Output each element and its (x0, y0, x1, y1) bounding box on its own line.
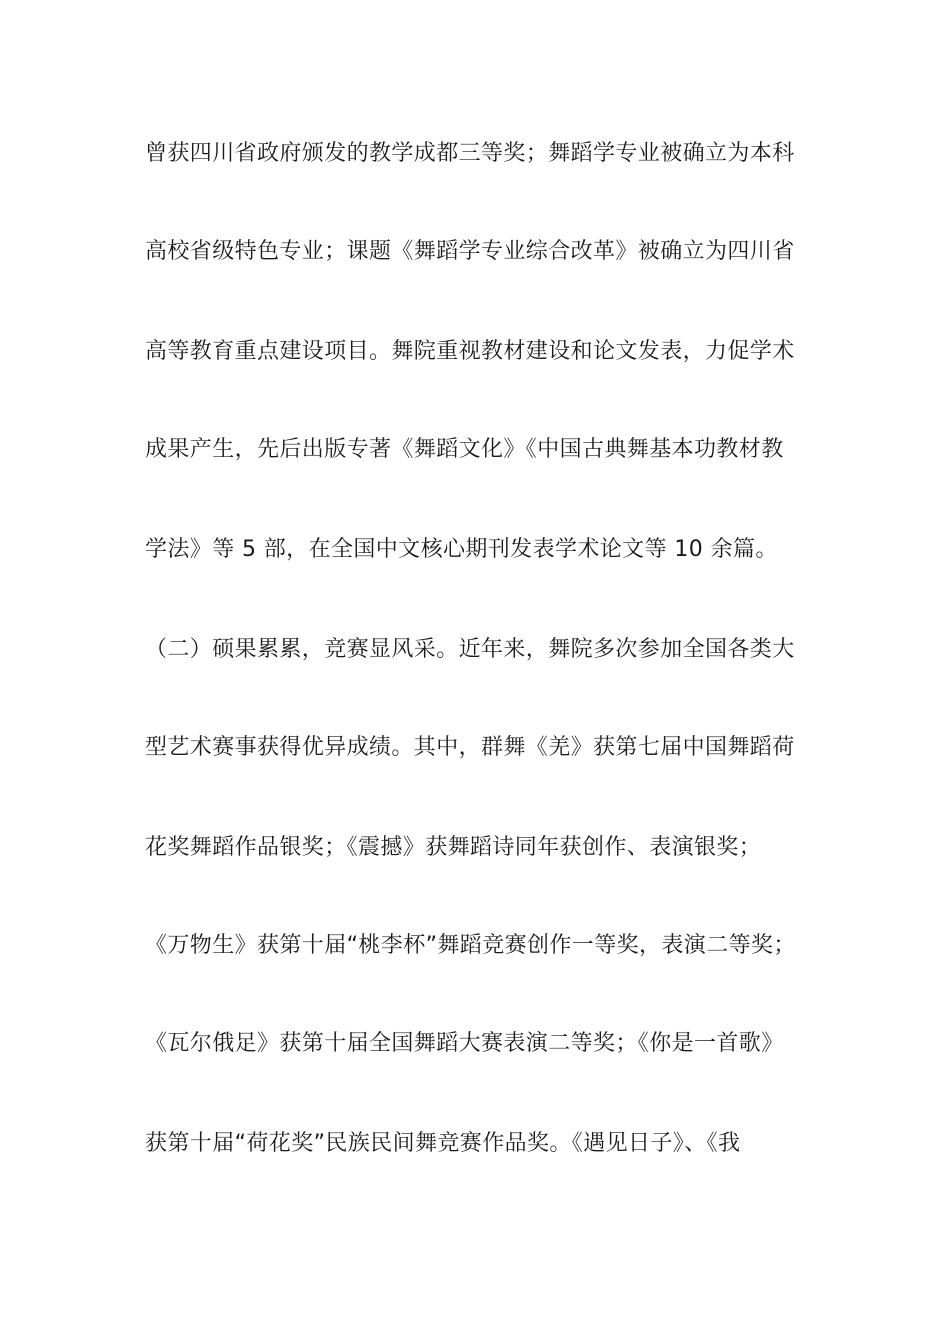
paragraph-line: 花奖舞蹈作品银奖；《震撼》获舞蹈诗同年获创作、表演银奖； (145, 835, 762, 860)
paragraph-line: 《瓦尔俄足》获第十届全国舞蹈大赛表演二等奖；《你是一首歌》 (145, 1031, 784, 1056)
paragraph-line: 学法》等 5 部，在全国中文核心期刊发表学术论文等 10 余篇。 (145, 537, 778, 562)
paragraph-line: 型艺术赛事获得优异成绩。其中，群舞《羌》获第七届中国舞蹈荷 (145, 735, 795, 760)
paragraph-line: 高等教育重点建设项目。舞院重视教材建设和论文发表，力促学术 (145, 339, 795, 364)
paragraph-line: 高校省级特色专业；课题《舞蹈学专业综合改革》被确立为四川省 (145, 239, 795, 264)
paragraph-line: 曾获四川省政府颁发的教学成都三等奖；舞蹈学专业被确立为本科 (145, 141, 795, 166)
section-heading-line: （二）硕果累累，竞赛显风采。近年来，舞院多次参加全国各类大 (145, 637, 795, 662)
paragraph-line: 成果产生，先后出版专著《舞蹈文化》《中国古典舞基本功教材教 (145, 437, 784, 462)
paragraph-line: 获第十届“荷花奖”民族民间舞竞赛作品奖。《遇见日子》、《我 (145, 1131, 741, 1156)
paragraph-line: 《万物生》获第十届“桃李杯”舞蹈竞赛创作一等奖，表演二等奖； (145, 933, 796, 958)
